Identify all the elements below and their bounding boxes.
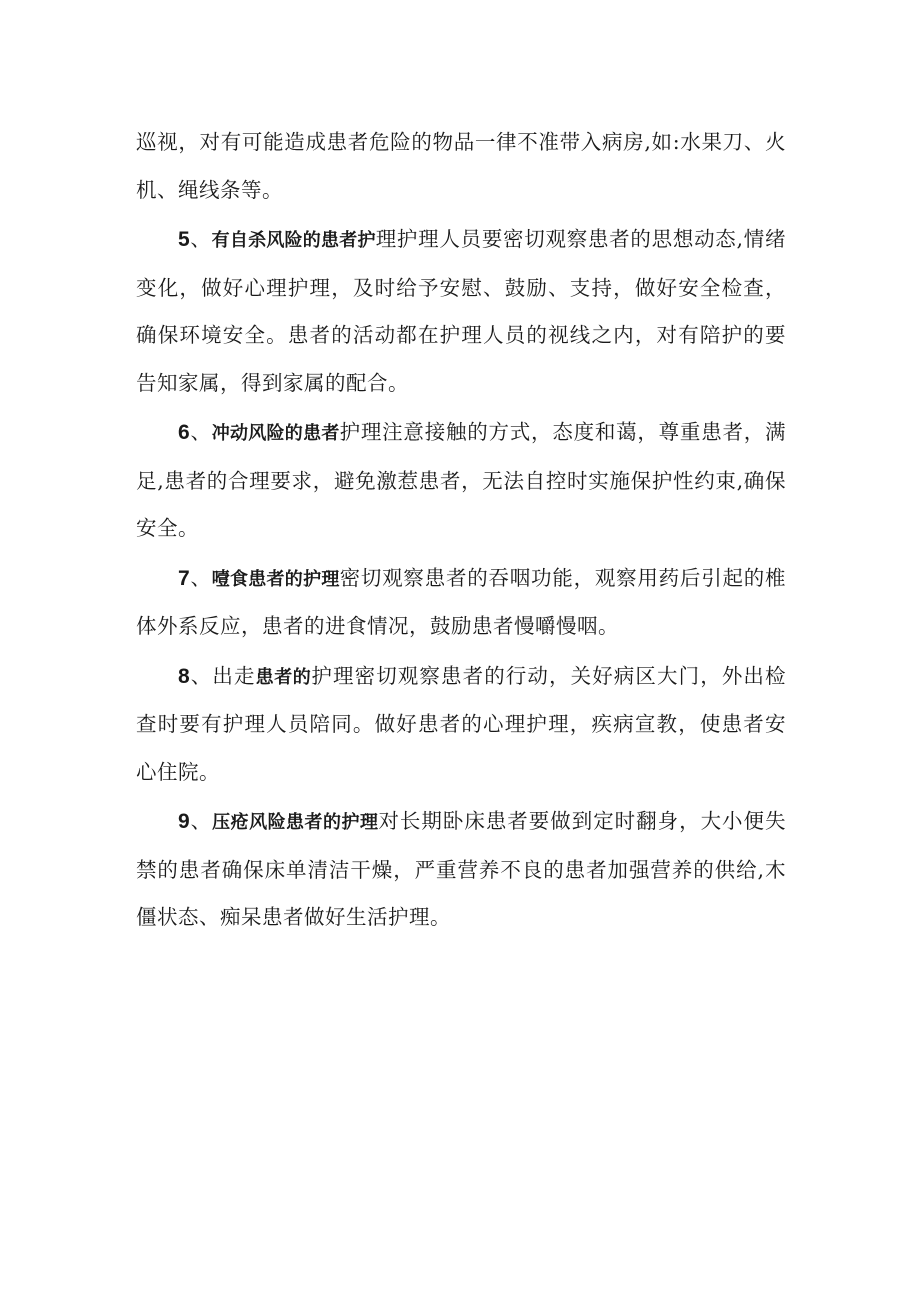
paragraph-continued [136, 119, 786, 214]
item-number: 7 [178, 566, 191, 590]
item-separator: 、出走 [190, 663, 256, 688]
paragraph-text: 对长期卧床患者要做到定时翻身，大小便失禁的患者确保床单清洁干燥，严重营养不良的患者加强营养的供给,木僵状态、痴呆患者做好生活护理。 [136, 809, 787, 929]
paragraph-elopement-risk [136, 653, 786, 797]
paragraph-text: 护理注意接触的方式，态度和蔼，尊重患者，满足,患者的合理要求，避免激惹患者，无法自控时实施保护性约束,确保安全。 [136, 420, 787, 540]
item-separator: 、 [190, 565, 212, 590]
item-heading: 噎食患者的护理 [211, 568, 340, 590]
item-number: 5 [178, 228, 191, 251]
item-heading: 有自杀风险的患者护 [211, 230, 376, 251]
paragraph-text: 巡视，对有可能造成患者危险的物品一律不准带入病房,如:水果刀、火机、绳线条等。 [136, 130, 786, 202]
paragraph-text: 密切观察患者的吞咽功能，观察用药后引起的椎体外系反应，患者的进食情况，鼓励患者慢嚼慢咽。 [136, 565, 787, 638]
item-heading: 患者的 [255, 666, 312, 688]
paragraph-impulsive-risk [136, 409, 786, 553]
paragraph-suicide-risk [136, 216, 786, 407]
item-separator: 、 [190, 809, 213, 833]
item-number: 6 [178, 421, 191, 444]
document-body [136, 119, 786, 944]
paragraph-text: 护理密切观察患者的行动，关好病区大门，外出检查时要有护理人员陪同。做好患者的心理护理，疾病宣教，使患者安心住院。 [136, 663, 787, 784]
paragraph-text: 理护理人员要密切观察患者的思想动态,情绪变化，做好心理护理，及时给予安慰、鼓励、支持，做好安全检查，确保环境安全。患者的活动都在护理人员的视线之内，对有陪护的要告知家属，得到家属的配合。 [136, 227, 787, 395]
paragraph-pressure-ulcer-risk [136, 798, 786, 942]
paragraph-choking-risk [136, 555, 786, 651]
item-number: 9 [178, 810, 191, 833]
item-separator: 、 [190, 227, 212, 251]
item-separator: 、 [190, 420, 212, 444]
item-number: 8 [178, 664, 191, 688]
item-heading: 冲动风险的患者 [211, 423, 340, 444]
item-heading: 压疮风险患者的护理 [212, 812, 379, 833]
